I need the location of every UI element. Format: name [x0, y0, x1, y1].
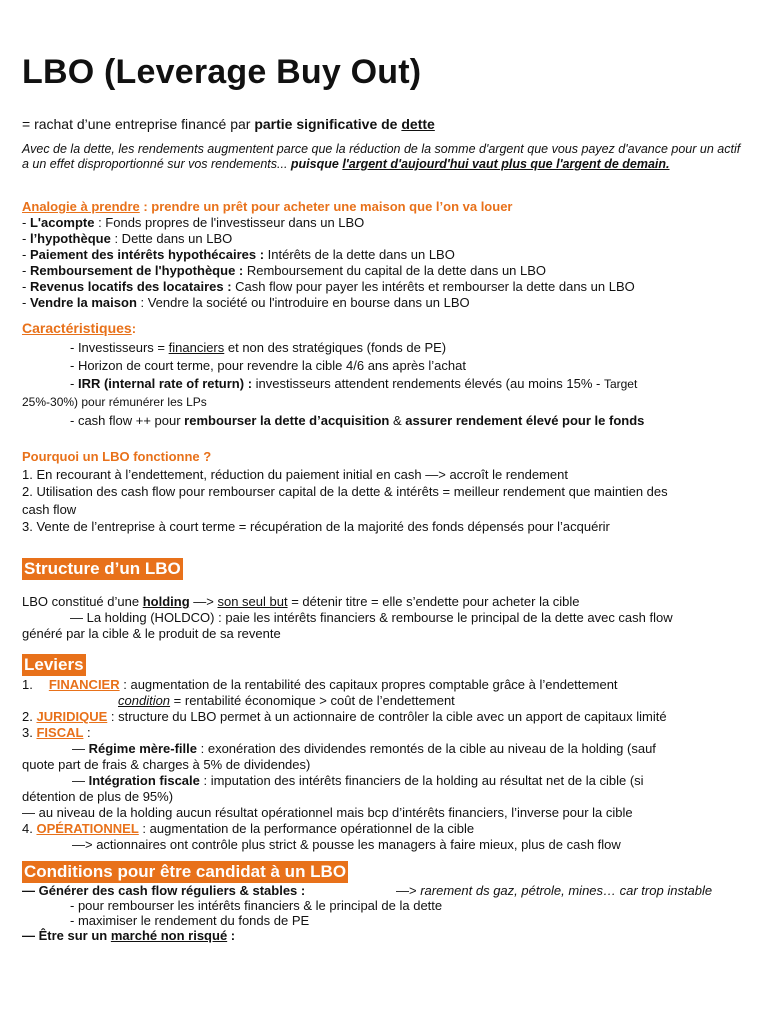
analogy-item: - Remboursement de l'hypothèque : Remboursement du capital de la dette dans un LBO: [22, 263, 547, 278]
levers-section: [22, 677, 748, 853]
condition-cashflow: — Générer des cash flow réguliers & stables : —> rarement ds gaz, pétrole, mines… car trop instable: [22, 883, 713, 898]
subtitle-text: = rachat d’une entreprise financé par: [22, 116, 255, 132]
intro-bold-underlined: l'argent d'aujourd'hui vaut plus que l'argent de demain.: [342, 157, 670, 171]
lever-fiscal-mere-fille: — Régime mère-fille : exonération des dividendes remontés de la cible au niveau de la holding (sauf: [72, 741, 656, 756]
why-section: [22, 448, 748, 536]
conditions-banner: Conditions pour être candidat à un LBO: [24, 862, 347, 881]
char-item-cashflow: - cash flow ++ pour rembourser la dette d’acquisition & assurer rendement élevé pour le fonds: [70, 413, 645, 428]
intro-paragraph: [22, 142, 748, 172]
lever-fiscal-integration-cont: détention de plus de 95%): [22, 789, 174, 804]
structure-holdco-cont: généré par la cible & le produit de sa revente: [22, 626, 281, 641]
conditions-banner-wrap: [22, 861, 348, 883]
subtitle-dette: dette: [401, 116, 435, 132]
why-item: 3. Vente de l’entreprise à court terme = récupération de la majorité des fonds dépensés pour l’acquérir: [22, 519, 610, 534]
analogy-item: - Paiement des intérêts hypothécaires : Intérêts de la dette dans un LBO: [22, 247, 455, 262]
why-item-cont: cash flow: [22, 501, 77, 517]
subtitle-bold: partie significative de: [254, 116, 402, 132]
lever-fiscal: 3. FISCAL :: [22, 725, 91, 740]
analogy-heading: Analogie à prendre: [22, 199, 140, 214]
analogy-item: - Revenus locatifs des locataires : Cash flow pour payer les intérêts et rembourser la dette dans un LBO: [22, 279, 635, 294]
levers-banner-wrap: [22, 654, 86, 676]
characteristics-heading: Caractéristiques: [22, 320, 132, 336]
intro-text: Avec de la dette, les rendements augmentent parce que la réduction de la somme d'argent que vous payez d'avance pour un actif a un effet disproportionné sur vos rendements...: [22, 142, 741, 171]
lever-operationnel-cont: —> actionnaires ont contrôle plus strict & pousse les managers à faire mieux, plus de cash flow: [72, 837, 621, 852]
structure-section: LBO constitué d’une holding —> son seul but = détenir titre = elle s’endette pour acheter la cible — La holding (HOLDCO) : paie les intérêts financiers & rembourse le principal de la dette avec cash flow généré par la cible & le produit de sa revente: [22, 594, 748, 642]
lever-financier: 1. FINANCIER : augmentation de la rentabilité des capitaux propres comptable grâce à l’endettement: [22, 677, 618, 692]
why-heading: Pourquoi un LBO fonctionne ?: [22, 449, 212, 464]
char-item-investors: - Investisseurs = financiers et non des stratégiques (fonds de PE): [70, 340, 447, 355]
char-item-irr: - IRR (internal rate of return) : investisseurs attendent rendements élevés (au moins 15% - Target: [70, 376, 638, 391]
analogy-item: - L'acompte : Fonds propres de l'investisseur dans un LBO: [22, 215, 365, 230]
levers-banner: Leviers: [24, 655, 84, 674]
lever-operationnel: 4. OPÉRATIONNEL : augmentation de la performance opérationnel de la cible: [22, 821, 475, 836]
subtitle: [22, 116, 435, 132]
char-item-irr-cont: 25%-30%) pour rémunérer les LPs: [22, 395, 207, 409]
structure-banner: Structure d’un LBO: [24, 559, 181, 578]
condition-sub-item: - maximiser le rendement du fonds de PE: [70, 913, 310, 928]
characteristics-section: Caractéristiques: - Investisseurs = financiers et non des stratégiques (fonds de PE) - Horizon de court terme, pour revendre la cible 4/6 ans après l’achat - IRR (internal rate of return) : investisseurs attendent rendements élevés (au moins 15% - Target 25%-30%) pour rémunérer les LPs - cash flow ++ pour rembourser la dette d’acquisition & assurer rendement élevé pour le fonds: [22, 320, 748, 431]
why-item: 1. En recourant à l’endettement, réduction du paiement initial en cash —> accroît le rendement: [22, 466, 568, 482]
why-item: 2. Utilisation des cash flow pour rembourser capital de la dette & intérêts = meilleur rendement que maintien des: [22, 484, 668, 499]
lever-fiscal-mere-fille-cont: quote part de frais & charges à 5% de dividendes): [22, 757, 311, 772]
condition-sub-item: - pour rembourser les intérêts financiers & le principal de la dette: [70, 898, 443, 913]
intro-bold: puisque: [290, 157, 343, 171]
lever-financier-condition: condition = rentabilité économique > coût de l’endettement: [118, 693, 455, 708]
lever-fiscal-integration: — Intégration fiscale : imputation des intérêts financiers de la holding au résultat net de la cible (si: [72, 773, 644, 788]
structure-holdco: — La holding (HOLDCO) : paie les intérêts financiers & rembourse le principal de la dette avec cash flow: [70, 610, 673, 625]
char-item-horizon: - Horizon de court terme, pour revendre la cible 4/6 ans après l’achat: [70, 358, 466, 373]
lever-fiscal-holding: — au niveau de la holding aucun résultat opérationnel mais bcp d’intérêts financiers, l’inverse pour la cible: [22, 805, 633, 820]
conditions-section: [22, 883, 748, 943]
structure-banner-wrap: [22, 558, 183, 580]
lever-juridique: 2. JURIDIQUE : structure du LBO permet à un actionnaire de contrôler la cible avec un apport de capitaux limité: [22, 709, 667, 724]
analogy-item: - l’hypothèque : Dette dans un LBO: [22, 231, 233, 246]
analogy-item: - Vendre la maison : Vendre la société ou l'introduire en bourse dans un LBO: [22, 295, 470, 310]
page-title: LBO (Leverage Buy Out): [22, 53, 422, 91]
condition-market: — Être sur un marché non risqué :: [22, 928, 236, 943]
analogy-section: [22, 199, 748, 311]
analogy-heading-rest: : prendre un prêt pour acheter une maison que l’on va louer: [139, 199, 513, 214]
